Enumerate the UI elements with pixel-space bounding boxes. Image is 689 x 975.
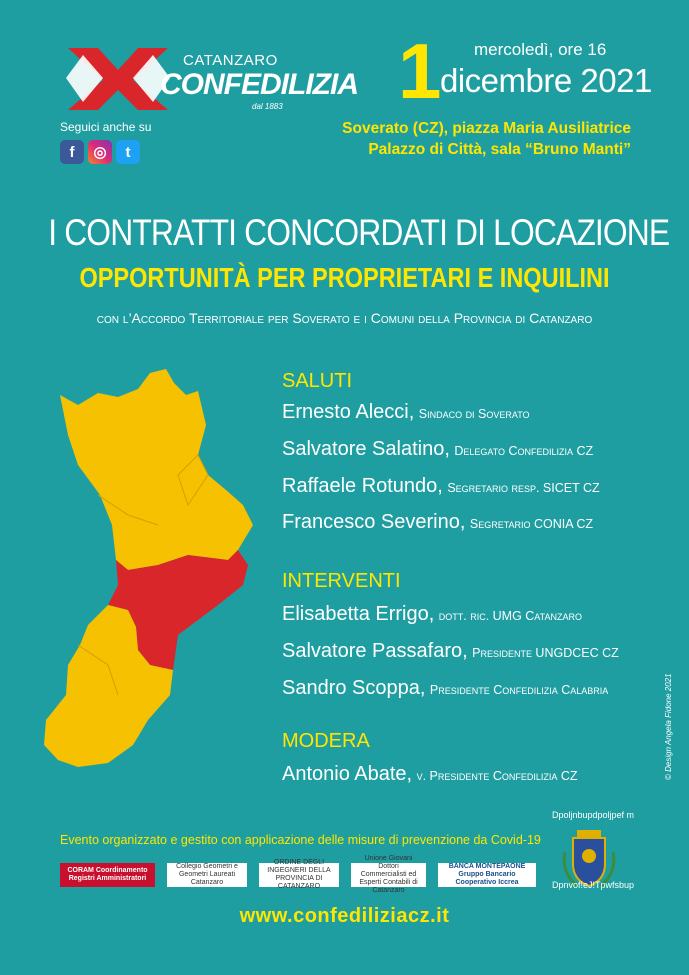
speaker-role: Presidente UNGDCEC CZ [472, 646, 619, 660]
speaker-name: Sandro Scoppa, [282, 677, 426, 699]
follow-label: Seguici anche su [60, 120, 152, 134]
design-credit: © Design Angela Fidone 2021 [664, 673, 673, 780]
logo-city: CATANZARO [183, 52, 278, 69]
social-icons [60, 140, 140, 164]
twitter-icon[interactable]: t [116, 140, 140, 164]
speaker-role: Delegato Confedilizia CZ [454, 444, 594, 458]
sponsor-logo-ingegneri: ORDINE DEGLI INGEGNERI DELLA PROVINCIA DI CATANZARO [259, 863, 339, 887]
event-description: con l’Accordo Territoriale per Soverato e i Comuni della Provincia di Catanzaro [96, 310, 593, 326]
sponsor-logo-geometri: Collegio Geometri e Geometri Laureati Catanzaro [167, 863, 247, 887]
speaker-row [282, 401, 530, 424]
speaker-role: Sindaco di Soverato [418, 407, 530, 421]
speaker-role: v. Presidente Confedilizia CZ [416, 769, 578, 783]
speaker-row [282, 475, 600, 498]
speaker-role: dott. ric. UMG Catanzaro [438, 609, 582, 623]
sponsor-logo-coram: CORAM Coordinamento Registri Amministratori [60, 863, 155, 887]
speaker-name: Ernesto Alecci, [282, 401, 415, 423]
logo-name: CONFEDILIZIA [160, 68, 358, 101]
venue-line-1: Soverato (CZ), piazza Maria Ausiliatrice [342, 120, 631, 137]
date-day-number: 1 [398, 27, 442, 115]
covid-note: Evento organizzato e gestito con applicazione delle misure di prevenzione da Covid-19 [60, 833, 541, 847]
sponsor-logo-commercialisti: Unione Giovani Dottori Commercialisti ed Esperti Contabili di Catanzaro [351, 863, 426, 887]
speaker-role: Segretario resp. SICET CZ [447, 481, 600, 495]
instagram-icon[interactable]: ◎ [88, 140, 112, 164]
website-link[interactable]: www.confediliziacz.it [239, 905, 450, 927]
speaker-role: Presidente Confedilizia Calabria [429, 683, 609, 697]
speaker-row [282, 603, 582, 626]
speaker-row [282, 763, 578, 786]
logo-since: dal 1883 [252, 102, 283, 111]
speaker-name: Salvatore Passafaro, [282, 640, 468, 662]
speaker-name: Salvatore Salatino, [282, 438, 450, 460]
sponsor-logos [60, 855, 536, 894]
speaker-name: Francesco Severino, [282, 511, 466, 533]
speaker-name: Elisabetta Errigo, [282, 603, 435, 625]
speaker-row [282, 640, 619, 663]
speaker-row [282, 677, 608, 700]
venue-line-2: Palazzo di Città, sala “Bruno Manti” [368, 141, 631, 158]
date-time: mercoledì, ore 16 [474, 40, 607, 59]
crest-bottom-text: Dpnvof!eJ!Tpwfsbup [552, 880, 635, 890]
calabria-map [38, 365, 270, 770]
facebook-icon[interactable]: f [60, 140, 84, 164]
date-month-year: dicembre 2021 [440, 62, 652, 99]
section-modera: MODERA [282, 730, 370, 752]
event-title: I CONTRATTI CONCORDATI DI LOCAZIONE [48, 212, 670, 253]
speaker-row [282, 438, 593, 461]
section-saluti: SALUTI [282, 370, 353, 392]
map-region-north [60, 369, 253, 570]
crest-top-text: Dpoljnbupdpoljpef m [552, 810, 635, 820]
event-subtitle: OPPORTUNITÀ PER PROPRIETARI E INQUILINI [79, 262, 610, 293]
sponsor-logo-banca: BANCA MONTEPAONE Gruppo Bancario Cooperativo Iccrea [438, 863, 536, 887]
speaker-role: Segretario CONIA CZ [469, 517, 594, 531]
section-interventi: INTERVENTI [282, 570, 401, 592]
speaker-name: Raffaele Rotundo, [282, 475, 443, 497]
speaker-name: Antonio Abate, [282, 763, 413, 785]
speaker-row [282, 511, 593, 534]
